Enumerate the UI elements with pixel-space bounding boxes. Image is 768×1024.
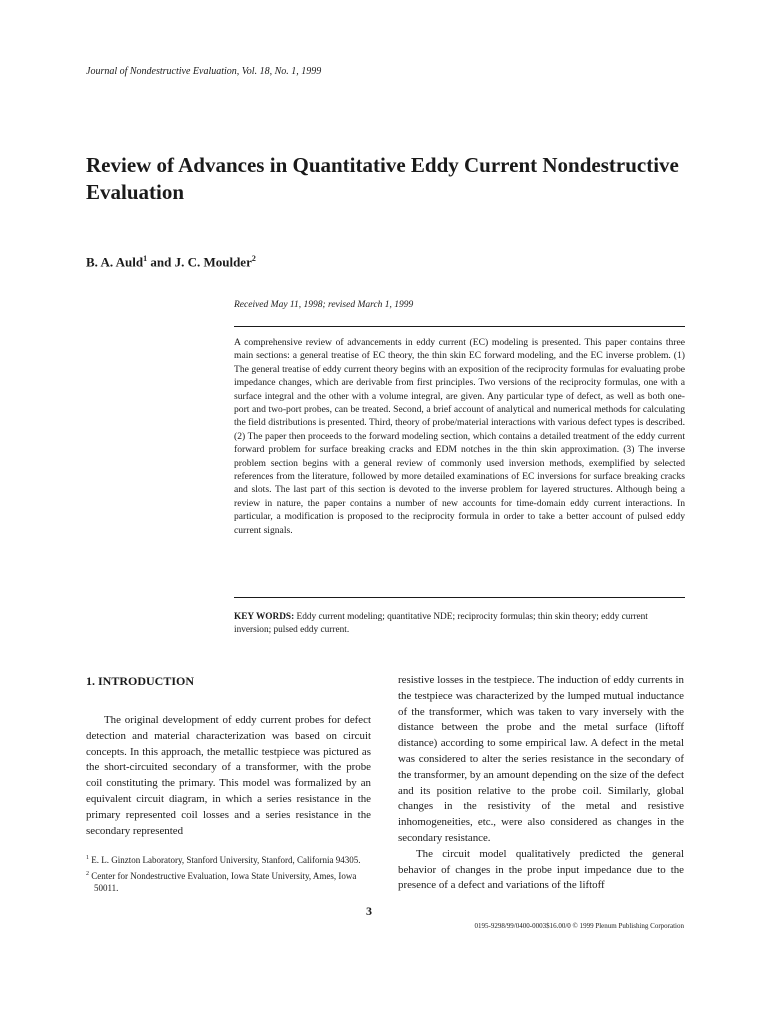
author-line bbox=[86, 254, 256, 270]
author-1-footnote-mark: 1 bbox=[143, 254, 148, 263]
received-dates: Received May 11, 1998; revised March 1, 1999 bbox=[234, 300, 414, 310]
author-1: B. A. Auld bbox=[86, 254, 144, 270]
footnote-2-text: Center for Nondestructive Evaluation, Iowa State University, Ames, Iowa 50011. bbox=[91, 871, 357, 893]
keywords-text: Eddy current modeling; quantitative NDE; reciprocity formulas; thin skin theory; eddy current inversion; pulsed eddy current. bbox=[234, 612, 648, 635]
left-column bbox=[86, 673, 371, 839]
intro-paragraph-1-continued: resistive losses in the testpiece. The induction of eddy currents in the testpiece was characterized by the lumped mutual inductance of the transformer, which was taken to vary inversely with the distance between the probe and the metal surface (liftoff distance) according to some empirical law. A defect in the metal was considered to alter the series resistance in the secondary of the transformer, by an amount depending on the size of the defect and its position relative to the probe coil. Similarly, global changes in the resistivity of the metal and resistive inhomogeneities, etc., were also considered as changes in the secondary resistance. bbox=[398, 674, 684, 844]
page-number: 3 bbox=[366, 904, 372, 918]
section-heading-introduction: 1. INTRODUCTION bbox=[86, 674, 195, 688]
keywords-label: KEY WORDS: bbox=[234, 612, 295, 622]
article-title: Review of Advances in Quantitative Eddy Current Nondestructive Evaluation bbox=[86, 153, 679, 204]
copyright-line: 0195-9298/99/0400-0003$16.00/0 © 1999 Plenum Publishing Corporation bbox=[474, 922, 684, 930]
footnotes bbox=[86, 852, 371, 896]
keywords bbox=[234, 611, 685, 636]
footnote-1-mark: 1 bbox=[86, 855, 89, 861]
journal-citation: Journal of Nondestructive Evaluation, Vol. 18, No. 1, 1999 bbox=[86, 66, 322, 77]
right-column bbox=[398, 673, 684, 894]
author-2-footnote-mark: 2 bbox=[251, 254, 256, 263]
abstract: A comprehensive review of advancements in eddy current (EC) modeling is presented. This paper contains three main sections: a general treatise of EC theory, the thin skin EC forward modeling, and the EC inverse problem. (1) The general treatise of eddy current theory begins with an exposition of the reciprocity formulas for evaluating probe impedance changes, which are derivable from first principles. Two versions of the reciprocity formulas, one with a surface integral and the other with a volume integral, are given. Any particular type of defect, as well as both one-port and two-port probes, can be treated. Second, a brief account of analytical and numerical methods for calculating the field distributions is presented. Third, theory of probe/material interactions with various defect types is described. (2) The paper then proceeds to the forward modeling section, which contains a detailed treatment of the eddy current forward problem for surface breaking cracks and EDM notches in the thin skin approximation. (3) The inverse problem section begins with a general review of commonly used inversion methods, exemplified by selected references from the literature, followed by more detailed examinations of EC inversions for surface breaking cracks and slots. The last part of this section is devoted to the inverse problem for layered structures. Although being a review in nature, the paper contains a number of new accounts for time-domain eddy current interactions. In particular, a modification is proposed to the reciprocity formula in order to take a better account of pulsed eddy current signals. bbox=[234, 337, 685, 536]
footnote-2 bbox=[86, 868, 371, 894]
intro-paragraph-2: The circuit model qualitatively predicted the general behavior of changes in the probe input impedance due to the presence of a defect and variations of the liftoff bbox=[398, 847, 684, 892]
intro-paragraph-1: The original development of eddy current probes for defect detection and material characterization was based on circuit concepts. In this approach, the metallic testpiece was pictured as the short-circuited secondary of a transformer, with the probe coil constituting the primary. This model was formalized by an equivalent circuit diagram, in which a series resistance in the primary represented coil losses and a series resistance in the secondary represented bbox=[86, 714, 371, 837]
footnote-1 bbox=[86, 852, 371, 866]
author-separator: and bbox=[147, 254, 175, 270]
abstract-bottom-rule bbox=[234, 597, 685, 598]
footnote-1-text: E. L. Ginzton Laboratory, Stanford University, Stanford, California 94305. bbox=[91, 855, 361, 865]
abstract-top-rule bbox=[234, 326, 685, 327]
author-2: J. C. Moulder bbox=[174, 254, 252, 270]
footnote-2-mark: 2 bbox=[86, 871, 89, 877]
